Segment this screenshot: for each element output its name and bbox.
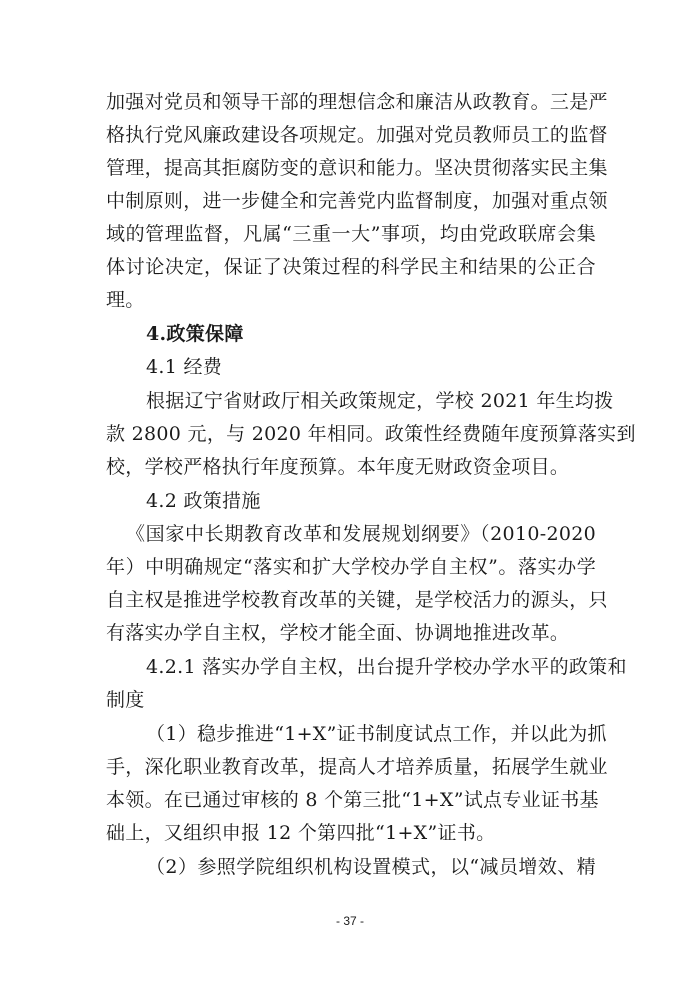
- section-heading: 4.政策保障: [146, 323, 244, 345]
- text-line: 自主权是推进学校教育改革的关键，是学校活力的源头，只: [106, 589, 608, 611]
- text-line: 理。: [106, 289, 145, 311]
- text-line: （1）稳步推进“1+X”证书制度试点工作，并以此为抓: [146, 723, 607, 745]
- text-line: 款 2800 元，与 2020 年相同。政策性经费随年度预算落实到: [106, 423, 636, 445]
- text-line: 本领。在已通过审核的 8 个第三批“1+X”试点专业证书基: [106, 789, 599, 811]
- text-line: 管理，提高其拒腐防变的意识和能力。坚决贯彻落实民主集: [106, 157, 608, 179]
- text-line: 《国家中长期教育改革和发展规划纲要》（2010-2020: [126, 523, 596, 545]
- text-line: 根据辽宁省财政厅相关政策规定，学校 2021 年生均拨: [146, 390, 614, 412]
- subsection-heading: 4.2 政策措施: [146, 490, 261, 512]
- text-line: 础上，又组织申报 12 个第四批“1+X”证书。: [106, 822, 496, 844]
- subsubsection-heading: 制度: [106, 689, 145, 711]
- text-line: 加强对党员和领导干部的理想信念和廉洁从政教育。三是严: [106, 91, 608, 113]
- text-line: （2）参照学院组织机构设置模式，以“减员增效、精: [146, 856, 596, 878]
- text-line: 格执行党风廉政建设各项规定。加强对党员教师员工的监督: [106, 124, 608, 146]
- text-line: 校，学校严格执行年度预算。本年度无财政资金项目。: [106, 456, 570, 478]
- subsubsection-heading: 4.2.1 落实办学自主权，出台提升学校办学水平的政策和: [146, 656, 627, 678]
- text-line: 手，深化职业教育改革，提高人才培养质量，拓展学生就业: [106, 756, 608, 778]
- text-line: 有落实办学自主权，学校才能全面、协调地推进改革。: [106, 622, 570, 644]
- page-number: - 37 -: [335, 914, 364, 928]
- text-line: 体讨论决定，保证了决策过程的科学民主和结果的公正合: [106, 256, 596, 278]
- text-line: 域的管理监督，凡属“三重一大”事项，均由党政联席会集: [106, 223, 596, 245]
- text-line: 中制原则，进一步健全和完善党内监督制度，加强对重点领: [106, 190, 608, 212]
- subsection-heading: 4.1 经费: [146, 356, 223, 378]
- text-line: 年）中明确规定“落实和扩大学校办学自主权”。落实办学: [106, 556, 596, 578]
